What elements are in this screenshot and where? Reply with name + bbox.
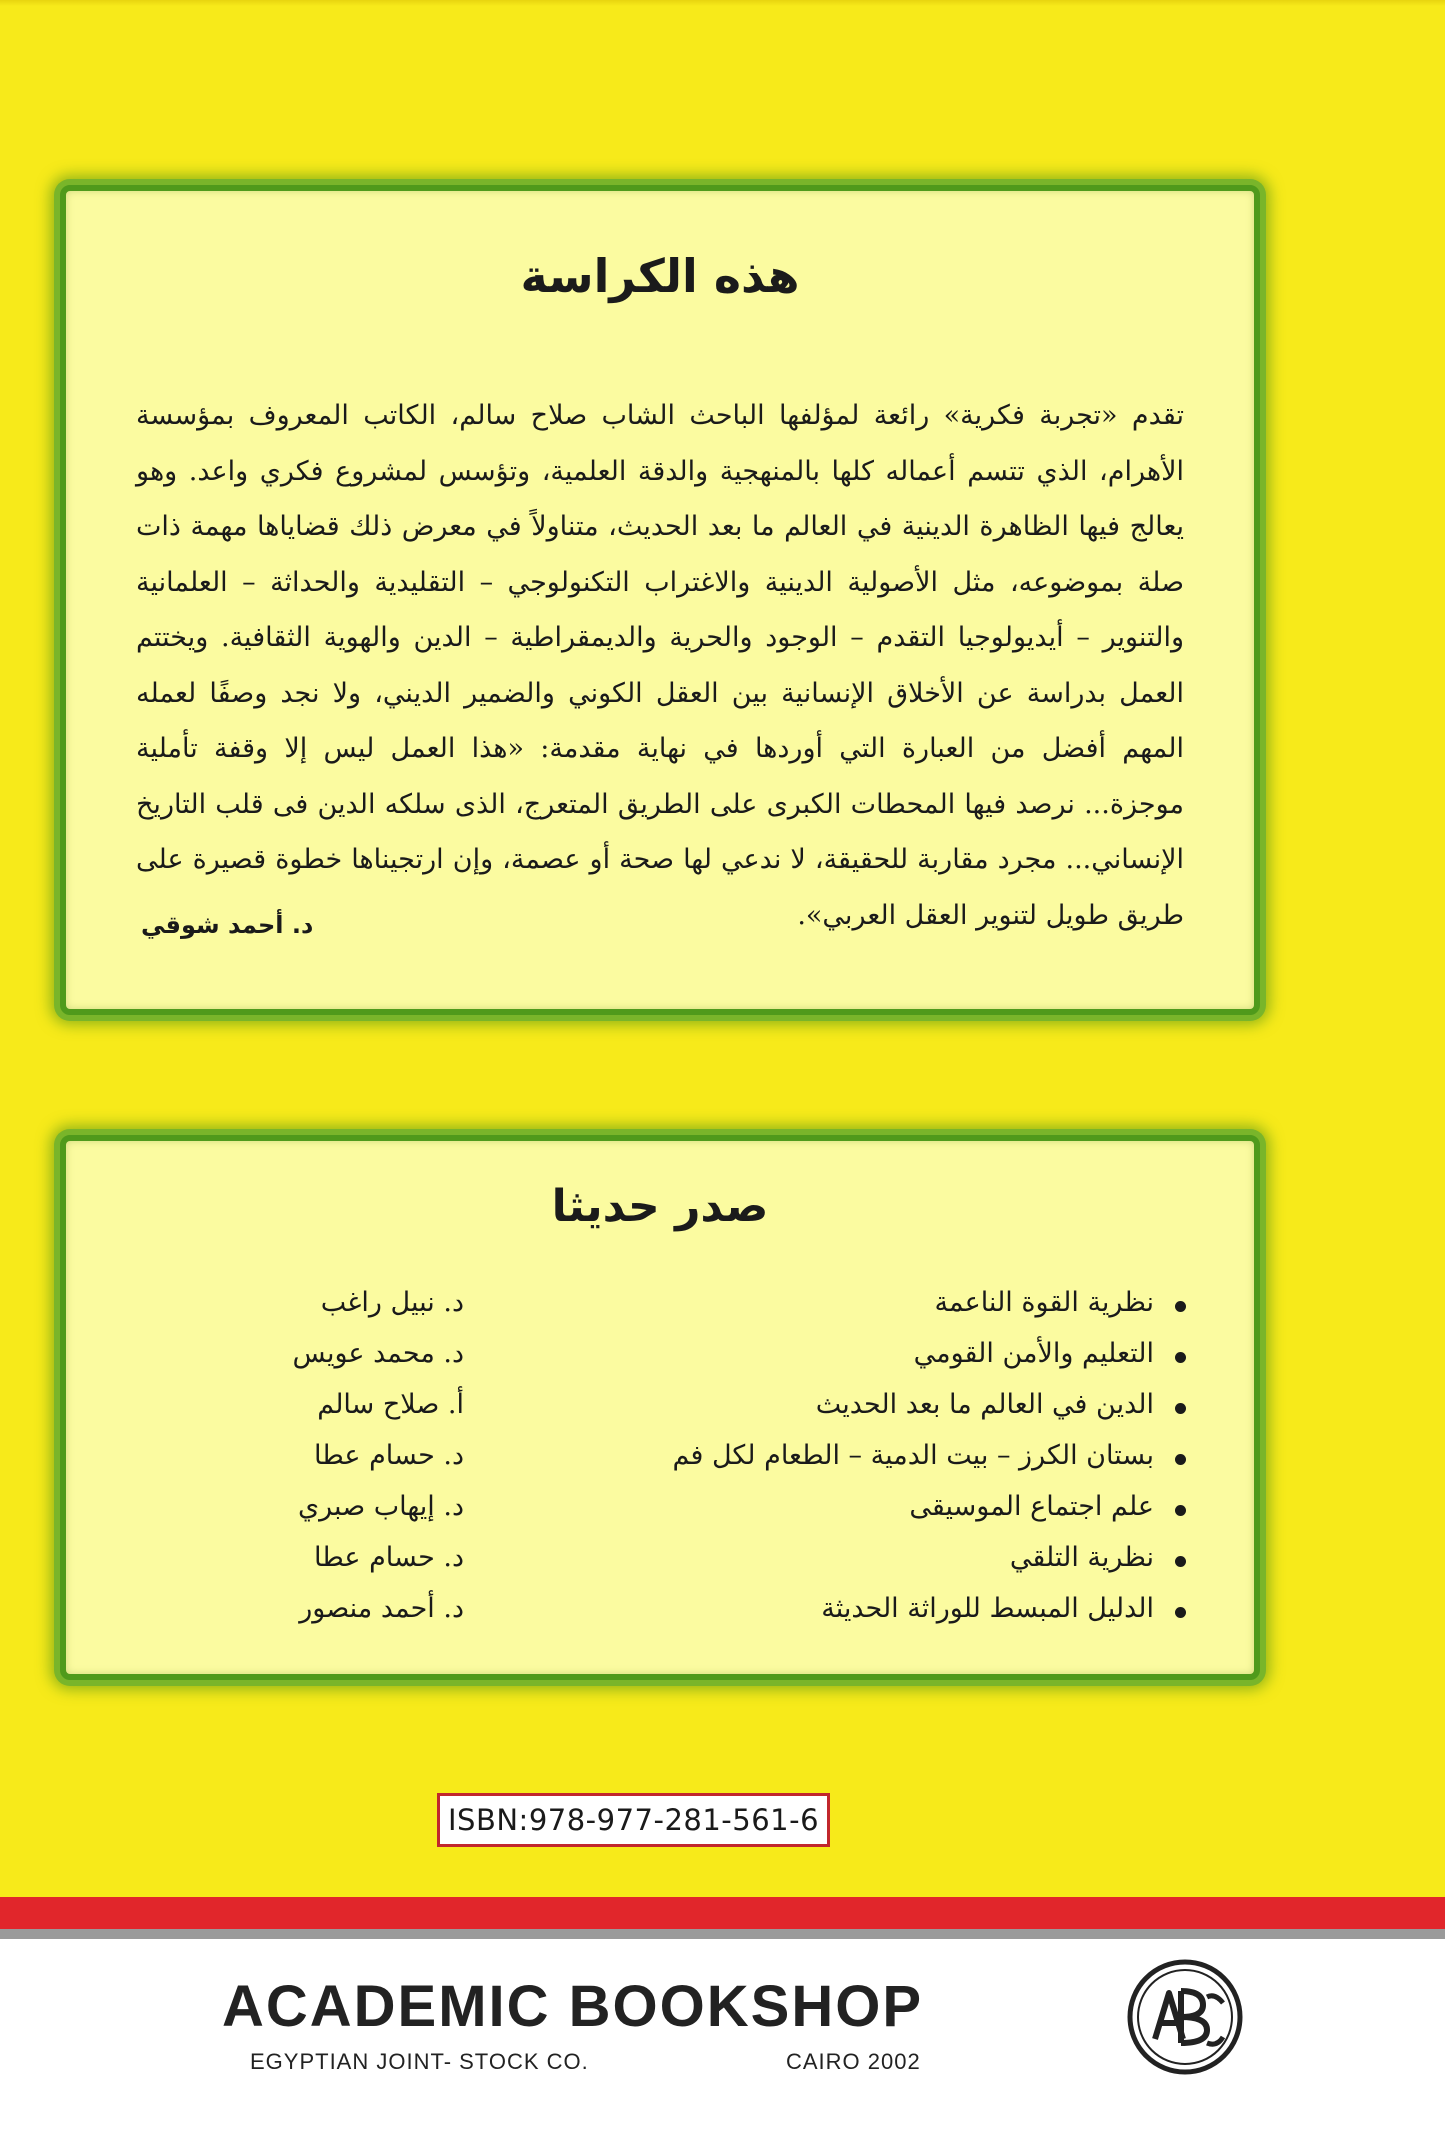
about-body: تقدم «تجربة فكرية» رائعة لمؤلفها الباحث الشاب صلاح سالم، الكاتب المعروف بمؤسسة الأهرام، الذي تتسم أعماله كلها بالمنهجية والدقة العلمية، وتؤسس لمشروع فكري واعد. وهو يعالج فيها الظاهرة الدينية في العالم ما بعد الحديث، متناولاً في معرض ذلك قضاياها مهمة ذات صلة بموضوعه، مثل الأصولية الدينية والاغتراب التكنولوجي – التقليدية والحداثة – العلمانية والتنوير – أيديولوجيا التقدم – الوجود والحرية والديمقراطية – الدين والهوية الثقافية. ويختتم العمل بدراسة عن الأخلاق الإنسانية بين العقل الكوني والضمير الديني، ولا نجد وصفًا لعمله المهم أفضل من العبارة التي أوردها في نهاية مقدمة: «هذا العمل ليس إلا وقفة تأملية موجزة... نرصد فيها المحطات الكبرى على الطريق المتعرج، الذى سلكه الدين فى قلب التاريخ الإنساني... مجرد مقاربة للحقيقة، لا ندعي لها صحة أو عصمة، وإن ارتجيناها خطوة قصيرة على طريق طويل لتنوير العقل العربي». [136,400,1184,931]
book-author: د. إيهاب صبري [298,1491,464,1522]
book-title: التعليم والأمن القومي [913,1338,1154,1369]
book-item [66,1485,1254,1536]
book-title: بستان الكرز – بيت الدمية – الطعام لكل فم [672,1440,1154,1471]
book-title: علم اجتماع الموسيقى [909,1491,1154,1522]
publisher-footer [0,1939,1445,2135]
about-signature: د. أحمد شوقي [141,911,314,939]
book-list [66,1281,1254,1638]
book-title: نظرية التلقي [1009,1542,1154,1573]
publisher-subtitle: EGYPTIAN JOINT- STOCK CO. [250,2049,589,2074]
about-booklet-box [60,185,1260,1015]
book-item [66,1536,1254,1587]
book-author: أ. صلاح سالم [317,1389,464,1420]
recent-title: صدر حديثا [551,1181,769,1232]
book-item [66,1281,1254,1332]
about-title: هذه الكراسة [520,249,800,303]
isbn-label: ISBN:978-977-281-561-6 [437,1793,830,1847]
book-author: د. أحمد منصور [299,1593,464,1624]
book-author: د. حسام عطا [314,1542,464,1573]
book-item [66,1383,1254,1434]
book-item [66,1434,1254,1485]
book-author: د. حسام عطا [314,1440,464,1471]
bullet-icon [1175,1301,1186,1312]
bullet-icon [1175,1403,1186,1414]
bullet-icon [1175,1454,1186,1465]
recent-publications-box [60,1135,1260,1680]
book-item [66,1332,1254,1383]
footer-gray-stripe [0,1929,1445,1939]
book-title: الدليل المبسط للوراثة الحديثة [821,1593,1154,1624]
bullet-icon [1175,1607,1186,1618]
abc-logo-icon [1125,1957,1245,2077]
book-title: الدين في العالم ما بعد الحديث [815,1389,1154,1420]
bullet-icon [1175,1352,1186,1363]
publisher-name: ACADEMIC BOOKSHOP [222,1974,924,2039]
book-title: نظرية القوة الناعمة [934,1287,1154,1318]
top-edge [0,0,1445,6]
footer-red-stripe [0,1897,1445,1929]
book-author: د. محمد عويس [292,1338,464,1369]
publisher-city-year: CAIRO 2002 [786,2049,921,2074]
bullet-icon [1175,1505,1186,1516]
bullet-icon [1175,1556,1186,1567]
book-author: د. نبيل راغب [320,1287,464,1318]
book-item [66,1587,1254,1638]
